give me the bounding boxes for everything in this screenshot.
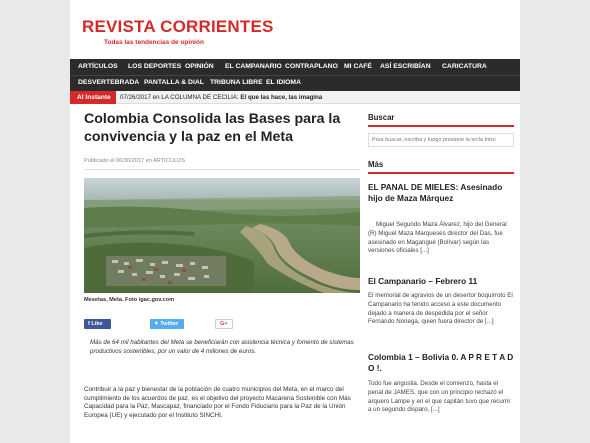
- sidebar-post-excerpt: Todo fue angustia. Desde el comienzo, hasta el penal de JAMES, que con un principio rechazó el arquero Lampe y en el que capitán tuvo que recurrir a un segundo disparo, [...]: [368, 380, 511, 414]
- nav-item-el-idioma[interactable]: EL IDIOMA: [266, 79, 301, 86]
- ticker-label: Al Instante: [70, 91, 116, 104]
- site-logo-title[interactable]: REVISTA CORRIENTES: [82, 17, 274, 36]
- sidebar-post-excerpt: El memorial de agravios de un desertor boquirroto El Campanario ha tenido acceso a este documento dejado a manera de despedida por el señor Fernando Noriega, quien fuera director de [...]: [368, 292, 513, 326]
- search-input[interactable]: Para buscar, escriba y luego presione la tecla Intro: [368, 133, 514, 147]
- nav-item-mi-cafe[interactable]: MI CAFÉ: [344, 63, 372, 70]
- nav-item-desvertebrada[interactable]: DESVERTEBRADA: [78, 79, 140, 86]
- more-heading: Más: [368, 160, 384, 169]
- article-title: Colombia Consolida las Bases para la convivencia y la paz en el Meta: [84, 111, 341, 145]
- twitter-icon: ✦: [154, 321, 161, 327]
- sidebar-post-title[interactable]: El Campanario – Febrero 11: [368, 276, 478, 286]
- search-heading: Buscar: [368, 113, 395, 122]
- nav-item-los-deportes[interactable]: LOS DEPORTES: [128, 63, 182, 70]
- nav-item-asi-escribian[interactable]: ASÍ ESCRIBÍAN: [380, 63, 431, 70]
- aerial-landscape-photo: [84, 178, 360, 293]
- nav-item-el-campanario[interactable]: EL CAMPANARIO: [225, 63, 282, 70]
- main-navigation: [70, 59, 520, 91]
- more-heading-rule: [368, 172, 514, 174]
- ticker-headline[interactable]: [120, 91, 322, 104]
- facebook-like-button[interactable]: [84, 319, 111, 337]
- nav-item-opinion[interactable]: OPINIÓN: [185, 63, 214, 70]
- sidebar-post-excerpt: Miguel Segundo Maza Álvarez, hijo del General (R) Miguel Maza Marqueses director del Das, fue asesinado en Magangué (Bolívar) según las versiones oficiales [...]: [368, 221, 507, 255]
- masthead: [70, 0, 520, 56]
- twitter-label: Twitter: [160, 321, 179, 327]
- sidebar-post-title[interactable]: EL PANAL DE MIELES: Asesinado hijo de Maza Márquez: [368, 182, 503, 203]
- nav-item-caricatura[interactable]: CARICATURA: [442, 63, 487, 70]
- meta-divider: [84, 169, 360, 170]
- article-meta: Publicado el 06/30/2017 en ARTÍCULOS: [84, 158, 185, 164]
- breaking-news-ticker: [70, 91, 520, 104]
- sidebar-post-title[interactable]: Colombia 1 – Bolivia 0. A P R E T A D O !.: [368, 352, 514, 373]
- photo-caption: Mesetas, Meta. Foto igac.gov.com: [84, 297, 175, 303]
- nav-item-tribuna-libre[interactable]: TRIBUNA LIBRE: [210, 79, 263, 86]
- ticker-headline-text[interactable]: El que las hace, las imagina: [240, 94, 323, 101]
- nav-item-contraplano[interactable]: CONTRAPLANO: [285, 63, 338, 70]
- article-body: Contribuir a la paz y bienestar de la población de cuatro municipios del Meta, en el marco del cumplimiento de los acuerdos de paz, es el objetivo del proyecto Macarena Sostenible con Más Capacidad para la Paz, Mascapaz, financiado por el Fondo Fiduciario para la Paz de la Unión Europea (UE) y ejecutado por el Instituto SINCHI.: [84, 386, 351, 419]
- facebook-like-label: Like 1: [88, 321, 103, 337]
- page: [70, 0, 520, 443]
- twitter-share-button[interactable]: [150, 319, 184, 329]
- nav-item-pantalla-dial[interactable]: PANTALLA & DIAL: [144, 79, 204, 86]
- facebook-icon: f: [88, 321, 92, 327]
- nav-item-articulos[interactable]: ARTÍCULOS: [78, 63, 118, 70]
- ticker-date-source: 07/26/2017 en LA COLUMNA DE CECILIA:: [120, 94, 239, 101]
- article-photo: [84, 178, 360, 293]
- article-lead: Más de 64 mil habitantes del Meta se beneficiarán con asistencia técnica y fomento de sistemas productivos sostenibles, por un valor de 4 millones de euros.: [90, 339, 354, 355]
- search-heading-rule: [368, 125, 514, 127]
- site-tagline: Todas las tendencias de opinión: [104, 39, 204, 46]
- google-plus-button[interactable]: G+: [215, 319, 233, 329]
